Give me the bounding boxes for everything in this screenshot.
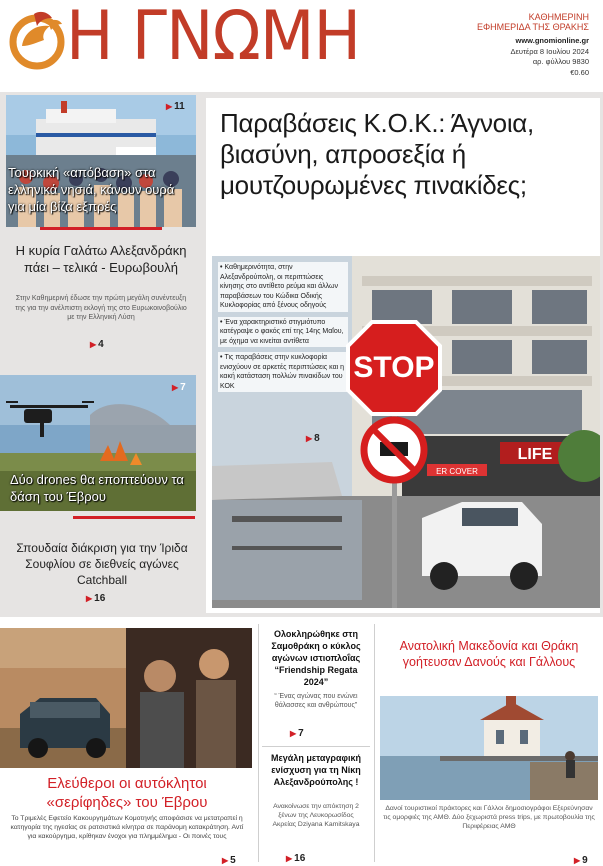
story-regatta-quote: “ Ένας αγώνας που ενώνει θάλασσες και ανθρώπους”	[274, 693, 358, 709]
row-divider	[262, 746, 370, 747]
column-divider	[374, 624, 375, 862]
main-bullet-3: • Τις παραβάσεις στην κυκλοφορία ενισχύουν σε αρκετές περιπτώσεις και η κακή κατάσταση πολλών πινακίδων του ΚΟΚ	[218, 352, 348, 392]
story-drones-page-ref: ▶ 7	[172, 382, 186, 393]
issue-price: €0.60	[570, 67, 589, 77]
story-ferry-page-ref: ▶ 11	[166, 101, 185, 112]
story-niki-title: Μεγάλη μεταγραφική ενίσχυση για τη Νίκη Αλεξανδρούπολης !	[271, 753, 361, 787]
story-galato-title: Η κυρία Γαλάτω Αλεξανδράκη πάει – τελικά - Ευρωβουλή	[15, 243, 187, 275]
story-catchball-title: Σπουδαία διάκριση για την Ίριδα Σουφλίου σε διεθνείς αγώνες Catchball	[16, 541, 188, 587]
main-story-page-ref: ▶ 8	[306, 433, 320, 444]
tagline	[477, 12, 589, 32]
main-bullet-1: • Καθημερινότητα, στην Αλεξανδρούπολη, οι περιπτώσεις κίνησης στο αντίθετο ρεύμα και άλλων παραβάσεων του Κώδικα Οδικής Κυκλοφορίας από ξένους οδηγούς	[218, 262, 348, 312]
masthead-title: Η ΓΝΩΜΗ	[66, 0, 361, 76]
shop-sign-cover: ER COVER	[436, 467, 478, 476]
masthead	[0, 0, 603, 92]
red-divider-mark	[73, 516, 195, 519]
story-niki-text: Ανακοίνωσε την απόκτηση 2 ξένων της Λευκορωσίδος Ακρείας Dziyana Kamitskaya	[272, 803, 360, 828]
story-catchball-page-ref: ▶ 16	[86, 593, 106, 604]
issue-meta	[510, 36, 589, 78]
main-story-title: Παραβάσεις Κ.Ο.Κ.: Άγνοια, βιασύνη, απροσεξία ή μουτζουρωμένες πινακίδες;	[220, 108, 534, 200]
story-ferry-title: Τουρκική «απόβαση» στα ελληνικά νησιά, κάνουν ουρά για μία βίζα εξπρές	[8, 165, 175, 214]
story-drones-title: Δύο drones θα εποπτεύουν τα δάση του Έβρου	[10, 472, 184, 504]
story-tourism-text: Δανοί τουριστικοί πράκτορες και Γάλλοι δημοσιογράφοι Εξερεύνησαν τις ομορφιές της ΑΜΘ. Δύο ξεχωριστά press trips, με πρωτοβουλία της Περιφέρειας ΑΜΘ	[383, 805, 595, 830]
issue-number: αρ. φύλλου 9830	[532, 57, 589, 66]
column-divider	[258, 624, 259, 862]
red-divider-mark	[40, 227, 162, 230]
story-tourism-title: Ανατολική Μακεδονία και Θράκη γοήτευσαν Δανούς και Γάλλους	[399, 639, 579, 669]
story-regatta-title: Ολοκληρώθηκε στη Σαμοθράκη ο κύκλος αγώνων ιστιοπλοΐας “Friendship Regata 2024”	[271, 629, 361, 687]
story-sheriffs-text: Το Τριμελές Εφετείο Κακουργημάτων Κομοτηνής αποφάσισε να μετατραπεί η κατηγορία της ηγεσίας σε ρατσιστικά κίνητρα σε παράνομη κατακράτηση. Αντί για κακούργημα, κρίθηκαν ένοχοι για πλημμέλημα - Οι ποινές τους	[10, 815, 244, 840]
bird-logo-icon	[4, 6, 66, 70]
tagline-line2: ΕΦΗΜΕΡΙΔΑ ΤΗΣ ΘΡΑΚΗΣ	[476, 22, 589, 32]
main-bullet-2: • Ένα χαρακτηριστικό στιγμιότυπο κατέγραψε ο φακός επί της 14ης Μαΐου, με όχημα να κινείται αντίθετα	[218, 317, 348, 348]
sheriffs-photo	[0, 628, 252, 768]
website-link[interactable]: www.gnomionline.gr	[515, 36, 589, 45]
story-niki-page-ref: ▶ 16	[286, 853, 306, 864]
story-regatta-page-ref: ▶ 7	[290, 728, 304, 739]
story-tourism-page-ref: ▶ 9	[574, 855, 588, 866]
issue-date: Δευτέρα 8 Ιουλίου 2024	[510, 46, 589, 56]
main-story-bullets	[218, 262, 348, 397]
stop-sign-text: STOP	[353, 351, 435, 384]
shop-sign-life: LIFE	[517, 446, 553, 463]
story-galato-page-ref: ▶ 4	[90, 339, 104, 350]
story-sheriffs-title: Ελεύθεροι οι αυτόκλητοι «σερίφηδες» του Έβρου	[46, 775, 208, 811]
tagline-line1: ΚΑΘΗΜΕΡΙΝΗ	[528, 12, 589, 22]
story-sheriffs-page-ref: ▶ 5	[222, 855, 236, 866]
story-galato-text: Στην Καθημερινή έδωσε την πρώτη μεγάλη συνέντευξη της για την ανέλπιστη εκλογή της στο Ευρωκοινοβούλιο με την Ελληνική Λύση	[15, 295, 187, 321]
church-lake-photo	[380, 696, 598, 800]
